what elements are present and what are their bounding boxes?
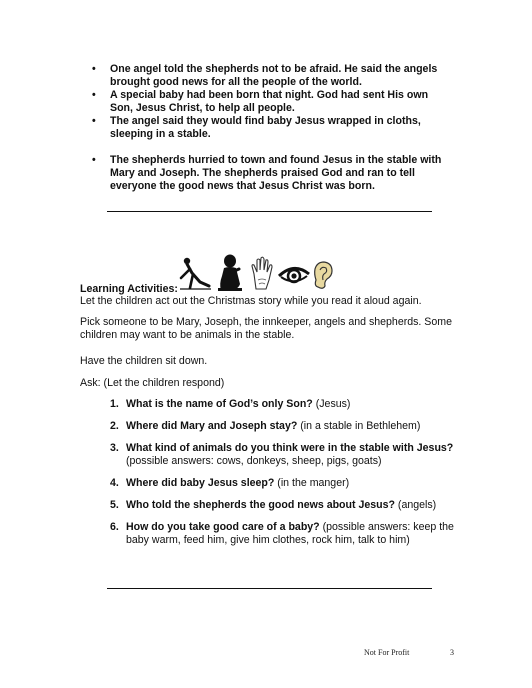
question-number: 6. bbox=[110, 521, 119, 533]
list-item bbox=[110, 442, 470, 468]
question-text: Where did baby Jesus sleep? bbox=[126, 477, 275, 489]
ear-icon bbox=[312, 260, 334, 290]
question-number: 1. bbox=[110, 398, 119, 410]
answer-text: (angels) bbox=[394, 499, 437, 511]
question-list bbox=[110, 398, 470, 556]
list-item bbox=[110, 477, 470, 490]
story-bullet-list bbox=[92, 63, 452, 193]
bullet-marker: • bbox=[92, 63, 96, 75]
stretching-figure-icon bbox=[178, 256, 212, 290]
list-item bbox=[110, 499, 470, 512]
answer-text: (possible answers: cows, donkeys, sheep, pigs, goats) bbox=[126, 455, 382, 467]
list-item: • The angel said they would find baby Jesus wrapped in cloths, sleeping in a stable. bbox=[92, 115, 421, 140]
page-number: 3 bbox=[450, 648, 454, 657]
question-text: Who told the shepherds the good news about Jesus? bbox=[126, 499, 395, 511]
instruction-paragraph: Ask: (Let the children respond) bbox=[80, 377, 225, 389]
question-text: How do you take good care of a baby? bbox=[126, 521, 320, 533]
divider-line bbox=[107, 211, 432, 212]
question-number: 3. bbox=[110, 442, 119, 454]
instruction-paragraph: Let the children act out the Christmas story while you read it aloud again. bbox=[80, 295, 422, 307]
bullet-marker: • bbox=[92, 89, 96, 101]
bullet-marker: • bbox=[92, 115, 96, 127]
list-item: • One angel told the shepherds not to be afraid. He said the angels brought good news for all the people of the world. bbox=[92, 63, 438, 88]
hand-icon bbox=[250, 256, 274, 290]
instruction-paragraph: Pick someone to be Mary, Joseph, the innkeeper, angels and shepherds. Some children may want to be animals in the stable. bbox=[80, 316, 452, 341]
bullet-marker: • bbox=[92, 154, 96, 166]
list-item: • A special baby had been born that night. God had sent His own Son, Jesus Christ, to help all people. bbox=[92, 89, 429, 114]
list-item bbox=[110, 398, 470, 411]
footer-note: Not For Profit bbox=[364, 648, 410, 657]
question-number: 5. bbox=[110, 499, 119, 511]
question-number: 2. bbox=[110, 420, 119, 432]
answer-text: (Jesus) bbox=[312, 398, 351, 410]
question-number: 4. bbox=[110, 477, 119, 489]
instruction-paragraph: Have the children sit down. bbox=[80, 355, 208, 367]
divider-line bbox=[107, 588, 432, 589]
answer-text: (in the manger) bbox=[274, 477, 350, 489]
list-item: • The shepherds hurried to town and found Jesus in the stable with Mary and Joseph. The shepherds praised God and ran to tell everyone the good news that Jesus Christ was born. bbox=[92, 154, 442, 192]
list-item bbox=[110, 521, 470, 547]
answer-text: (in a stable in Bethlehem) bbox=[297, 420, 421, 432]
learning-activities-heading: Learning Activities: bbox=[80, 283, 178, 295]
praying-child-icon bbox=[216, 254, 246, 292]
senses-icon-row bbox=[178, 254, 338, 292]
eye-icon bbox=[277, 264, 311, 286]
question-text: What is the name of God’s only Son? bbox=[126, 398, 313, 410]
answer-text: (possible answers: keep the baby warm, feed him, give him clothes, rock him, talk to him) bbox=[126, 521, 454, 546]
question-text: Where did Mary and Joseph stay? bbox=[126, 420, 298, 432]
list-item bbox=[110, 420, 470, 433]
question-text: What kind of animals do you think were in the stable with Jesus? bbox=[126, 442, 454, 454]
